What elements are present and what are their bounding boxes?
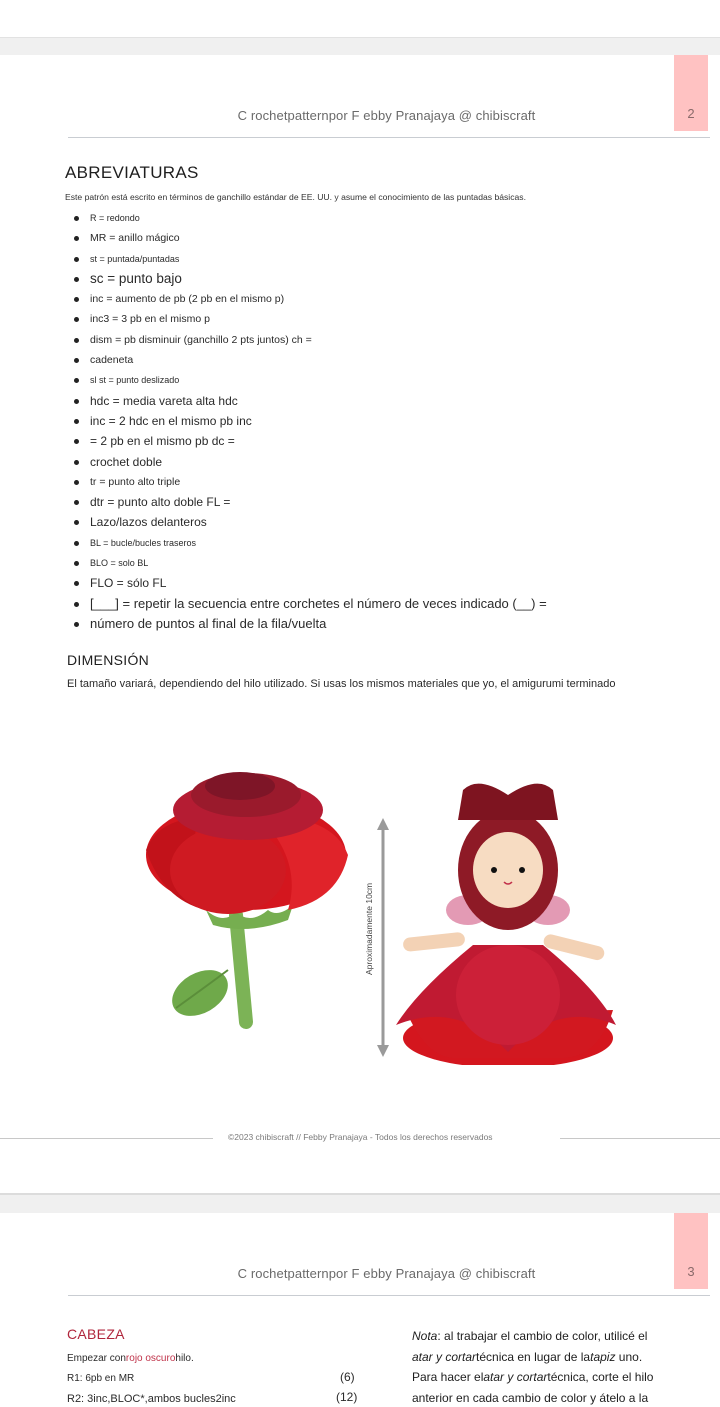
yarn-color: rojo oscuro xyxy=(125,1353,176,1364)
header-divider xyxy=(68,137,710,138)
start-prefix: Empezar con xyxy=(67,1353,126,1364)
note-line-1: : al trabajar el cambio de color, utilicé el xyxy=(437,1329,648,1343)
list-item: número de puntos al final de la fila/vuelta xyxy=(72,614,547,634)
note-line-2: técnica en lugar de la xyxy=(476,1349,591,1364)
page-footer: ©2023 chibiscraft // Febby Pranajaya - Todos los derechos reservados xyxy=(228,1132,493,1142)
note-line-4: anterior en cada cambio de color y átelo a la xyxy=(412,1390,649,1405)
list-item: FLO = sólo FL xyxy=(72,573,547,593)
list-item: dism = pb disminuir (ganchillo 2 pts juntos) ch = xyxy=(72,330,547,350)
fairy-doll-illustration xyxy=(396,784,616,1065)
list-item: sl st = punto deslizado xyxy=(72,370,547,390)
list-item: dtr = punto alto doble FL = xyxy=(72,492,547,512)
list-item: tr = punto alto triple xyxy=(72,472,547,492)
list-item: MR = anillo mágico xyxy=(72,228,547,248)
footer-divider-left xyxy=(0,1138,213,1139)
dimension-text: El tamaño variará, dependiendo del hilo utilizado. Si usas los mismos materiales que yo, el amigurumi terminado xyxy=(67,678,616,690)
header-divider xyxy=(68,1295,710,1296)
abbreviations-list xyxy=(72,208,547,634)
note-label: Nota xyxy=(412,1329,438,1343)
list-item: = 2 pb en el mismo pb dc = xyxy=(72,431,547,451)
abbreviations-intro: Este patrón está escrito en términos de ganchillo estándar de EE. UU. y asume el conocimiento de las puntadas básicas. xyxy=(65,192,526,202)
section-title-abbreviations: ABREVIATURAS xyxy=(65,163,199,182)
list-item: inc3 = 3 pb en el mismo p xyxy=(72,309,547,329)
note-line-3: Para hacer el xyxy=(412,1370,484,1384)
start-instruction xyxy=(67,1353,194,1364)
note-line-2-end: uno. xyxy=(615,1349,643,1364)
measurement-arrow xyxy=(377,818,389,1057)
footer-divider-right xyxy=(560,1138,720,1139)
list-item: sc = punto bajo xyxy=(72,269,547,289)
start-suffix: hilo. xyxy=(175,1353,194,1364)
list-item: [___] = repetir la secuencia entre corchetes el número de veces indicado (__) = xyxy=(72,594,547,614)
note-term: atar y cortar xyxy=(483,1370,548,1384)
product-photo xyxy=(128,760,628,1065)
page-number: 2 xyxy=(687,106,695,121)
list-item: inc = aumento de pb (2 pb en el mismo p) xyxy=(72,289,547,309)
note-term: atar y cortar xyxy=(412,1349,477,1364)
list-item: Lazo/lazos delanteros xyxy=(72,512,547,532)
note-line-3-end: técnica, corte el hilo xyxy=(547,1370,654,1384)
list-item: R = redondo xyxy=(72,208,547,228)
page-number: 3 xyxy=(687,1264,695,1279)
list-item: st = puntada/puntadas xyxy=(72,249,547,269)
list-item: hdc = media vareta alta hdc xyxy=(72,391,547,411)
round-1: R1: 6pb en MR xyxy=(67,1373,135,1384)
page-gap xyxy=(0,1193,720,1213)
rose-illustration xyxy=(146,772,348,1025)
round-2: R2: 3inc,BLOC*,ambos bucles2inc xyxy=(67,1393,236,1405)
page-2 xyxy=(0,55,720,1193)
color-change-note xyxy=(412,1326,712,1407)
list-item: cadeneta xyxy=(72,350,547,370)
list-item: crochet doble xyxy=(72,452,547,472)
viewer-top-margin xyxy=(0,0,720,37)
list-item: BLO = solo BL xyxy=(72,553,547,573)
round-1-count: (6) xyxy=(340,1370,355,1384)
page-header: C rochetpatternpor F ebby Pranajaya @ chibiscraft xyxy=(237,1266,536,1281)
page-header: C rochetpatternpor F ebby Pranajaya @ chibiscraft xyxy=(237,108,536,123)
list-item: BL = bucle/bucles traseros xyxy=(72,533,547,553)
page-gap xyxy=(0,37,720,55)
measurement-label: Aproximadamente 10cm xyxy=(364,882,374,975)
list-item: inc = 2 hdc en el mismo pb inc xyxy=(72,411,547,431)
section-title-dimension: DIMENSIÓN xyxy=(67,652,150,668)
round-2-count: (12) xyxy=(336,1390,358,1404)
section-title-head: CABEZA xyxy=(67,1326,125,1342)
page-3 xyxy=(0,1213,720,1407)
note-term: tapiz xyxy=(590,1349,616,1364)
